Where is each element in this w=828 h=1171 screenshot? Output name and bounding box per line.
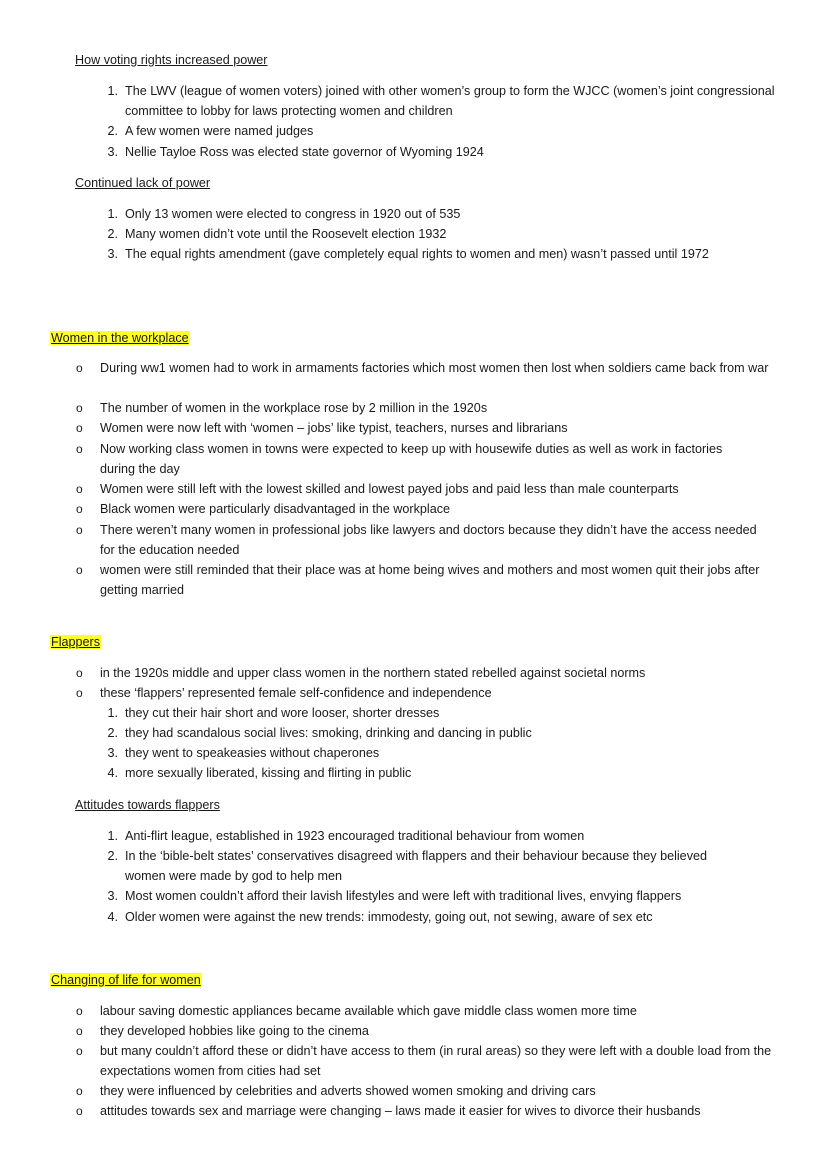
bullet-marker: o	[76, 502, 83, 516]
bullet-item-text: labour saving domestic appliances became available which gave middle class women more time	[100, 1004, 637, 1018]
bullet-marker: o	[76, 442, 83, 456]
bullet-item-text: they developed hobbies like going to the cinema	[100, 1024, 369, 1038]
bullet-item	[76, 1021, 790, 1041]
bullet-marker: o	[76, 1024, 83, 1038]
list-number: 2.	[107, 227, 118, 241]
list-number: 3.	[107, 889, 118, 903]
section-heading-flappers	[50, 634, 101, 650]
list-number: 1.	[107, 706, 118, 720]
list-item-text: they had scandalous social lives: smoking, drinking and dancing in public	[125, 726, 532, 740]
bullet-item-text: in the 1920s middle and upper class women in the northern stated rebelled against societal norms	[100, 666, 646, 680]
bullet-item	[76, 358, 780, 378]
bullet-item-text: these ‘flappers’ represented female self-confidence and independence	[100, 686, 492, 700]
list-item-text: they went to speakeasies without chaperones	[125, 746, 380, 760]
list-item-text: Nellie Tayloe Ross was elected state governor of Wyoming 1924	[125, 145, 484, 159]
list-number: 4.	[107, 910, 118, 924]
bullet-item	[76, 560, 780, 600]
bullet-item-text: The number of women in the workplace rose by 2 million in the 1920s	[100, 401, 488, 415]
list-number: 1.	[107, 829, 118, 843]
bullet-item-text: Women were now left with ‘women – jobs’ like typist, teachers, nurses and librarians	[100, 421, 568, 435]
list-number: 3.	[107, 746, 118, 760]
list-item	[100, 826, 780, 846]
list-number: 2.	[107, 124, 118, 138]
section-heading-attitudes: Attitudes towards flappers	[75, 798, 220, 812]
bullet-item-text: There weren’t many women in professional jobs like lawyers and doctors because they didn’t have the access needed for the education needed	[100, 523, 757, 558]
bullet-item	[76, 439, 760, 479]
bullet-marker: o	[76, 401, 83, 415]
bullet-item-text: women were still reminded that their place was at home being wives and mothers and most women quit their jobs after getting married	[100, 563, 760, 598]
bullet-marker: o	[76, 563, 83, 577]
list-number: 1.	[107, 207, 118, 221]
list-item	[100, 142, 780, 162]
bullet-item	[76, 499, 780, 519]
bullet-item-text: they were influenced by celebrities and adverts showed women smoking and driving cars	[100, 1084, 596, 1098]
list-item	[100, 846, 750, 886]
highlighted-heading: Flappers	[51, 635, 100, 649]
list-item	[100, 907, 790, 927]
list-number: 2.	[107, 726, 118, 740]
bullet-item	[76, 1001, 790, 1021]
section-heading-changing	[50, 972, 202, 988]
bullet-marker: o	[76, 361, 83, 375]
list-number: 3.	[107, 247, 118, 261]
bullet-item-text: Now working class women in towns were expected to keep up with housewife duties as well as work in factories during the day	[100, 442, 723, 477]
list-item-text: Most women couldn’t afford their lavish lifestyles and were left with traditional lives, envying flappers	[125, 889, 682, 903]
list-item-text: Many women didn’t vote until the Roosevelt election 1932	[125, 227, 447, 241]
bullet-marker: o	[76, 1084, 83, 1098]
section-heading-lack: Continued lack of power	[75, 176, 211, 190]
list-item-text: they cut their hair short and wore looser, shorter dresses	[125, 706, 440, 720]
bullet-item-text: Black women were particularly disadvantaged in the workplace	[100, 502, 451, 516]
bullet-item	[76, 479, 780, 499]
bullet-marker: o	[76, 1004, 83, 1018]
list-item-text: Only 13 women were elected to congress in 1920 out of 535	[125, 207, 461, 221]
bullet-item	[76, 683, 780, 703]
bullet-marker: o	[76, 666, 83, 680]
list-number: 3.	[107, 145, 118, 159]
bullet-marker: o	[76, 686, 83, 700]
bullet-item	[76, 418, 780, 438]
list-item-text: In the ‘bible-belt states’ conservatives disagreed with flappers and their behaviour because they believed women were made by god to help men	[125, 849, 707, 884]
bullet-marker: o	[76, 1104, 83, 1118]
sub-list-item	[100, 723, 780, 743]
section-heading-voting: How voting rights increased power	[75, 53, 268, 67]
bullet-marker: o	[76, 482, 83, 496]
bullet-item	[76, 1041, 790, 1081]
highlighted-heading: Changing of life for women	[51, 973, 201, 987]
sub-list-item	[100, 763, 780, 783]
list-item-text: more sexually liberated, kissing and flirting in public	[125, 766, 412, 780]
list-item-text: The equal rights amendment (gave completely equal rights to women and men) wasn’t passed until 1972	[125, 247, 709, 261]
list-item	[100, 224, 780, 244]
bullet-item	[76, 663, 780, 683]
list-item	[100, 121, 780, 141]
sub-list-item	[100, 703, 780, 723]
highlighted-heading: Women in the workplace	[51, 331, 189, 345]
list-item-text: Anti-flirt league, established in 1923 encouraged traditional behaviour from women	[125, 829, 585, 843]
bullet-item	[76, 520, 760, 560]
bullet-item	[76, 1081, 790, 1101]
list-number: 2.	[107, 849, 118, 863]
list-item	[100, 886, 790, 906]
list-number: 1.	[107, 84, 118, 98]
list-item-text: The LWV (league of women voters) joined with other women’s group to form the WJCC (women’s joint congressional committee to lobby for laws protecting women and children	[125, 84, 775, 119]
sub-list-item	[100, 743, 780, 763]
bullet-item-text: Women were still left with the lowest skilled and lowest payed jobs and paid less than male counterparts	[100, 482, 679, 496]
bullet-item-text: During ww1 women had to work in armaments factories which most women then lost when soldiers came back from war	[100, 361, 769, 375]
bullet-marker: o	[76, 1044, 83, 1058]
list-item	[100, 81, 780, 121]
list-item-text: Older women were against the new trends: immodesty, going out, not sewing, aware of sex etc	[125, 910, 653, 924]
bullet-item-text: but many couldn’t afford these or didn’t have access to them (in rural areas) so they were left with a double load from the expectations women from cities had set	[100, 1044, 772, 1079]
bullet-marker: o	[76, 421, 83, 435]
bullet-item	[76, 1101, 800, 1121]
section-heading-workplace	[50, 330, 190, 346]
list-item	[100, 204, 780, 224]
bullet-item-text: attitudes towards sex and marriage were changing – laws made it easier for wives to divorce their husbands	[100, 1104, 701, 1118]
bullet-item	[76, 398, 780, 418]
list-item	[100, 244, 750, 264]
list-number: 4.	[107, 766, 118, 780]
list-item-text: A few women were named judges	[125, 124, 314, 138]
bullet-marker: o	[76, 523, 83, 537]
